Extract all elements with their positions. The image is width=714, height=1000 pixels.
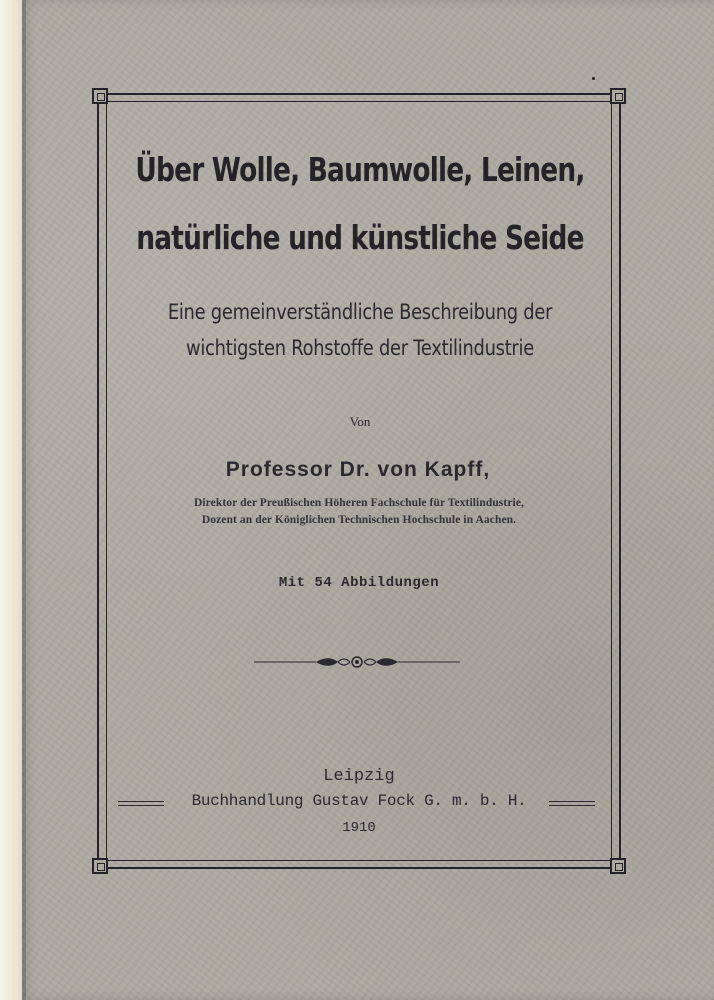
book-title-line-1: Über Wolle, Baumwolle, Leinen, [135,150,585,189]
illustrations-note: Mit 54 Abbildungen [278,575,440,591]
subtitle-line-2: wichtigsten Rohstoffe der Textilindustrie [186,336,534,360]
frame-corner-ornament [610,88,626,104]
frame-corner-ornament [92,88,108,104]
flourish-ornament [254,652,460,672]
subtitle-line-1: Eine gemeinverständliche Beschreibung der [167,300,553,324]
publisher-name: Buchhandlung Gustav Fock G. m. b. H. [191,792,527,810]
book-title-line-2: natürliche und künstliche Seide [136,218,584,257]
publication-year: 1910 [342,820,376,836]
by-label: Von [349,414,371,429]
author-name: Professor Dr. von Kapff, [225,458,491,481]
author-affiliation-line-2: Dozent an der Königlichen Technischen Hochschule in Aachen. [201,514,517,526]
frame-corner-ornament [92,858,108,874]
paper-speck [592,77,595,80]
frame-corner-ornament [610,858,626,874]
publisher-rule-right [549,801,595,806]
publication-city: Leipzig [323,767,395,786]
author-affiliation-line-1: Direktor der Preußischen Höheren Fachschule für Textilindustrie, [193,497,524,509]
